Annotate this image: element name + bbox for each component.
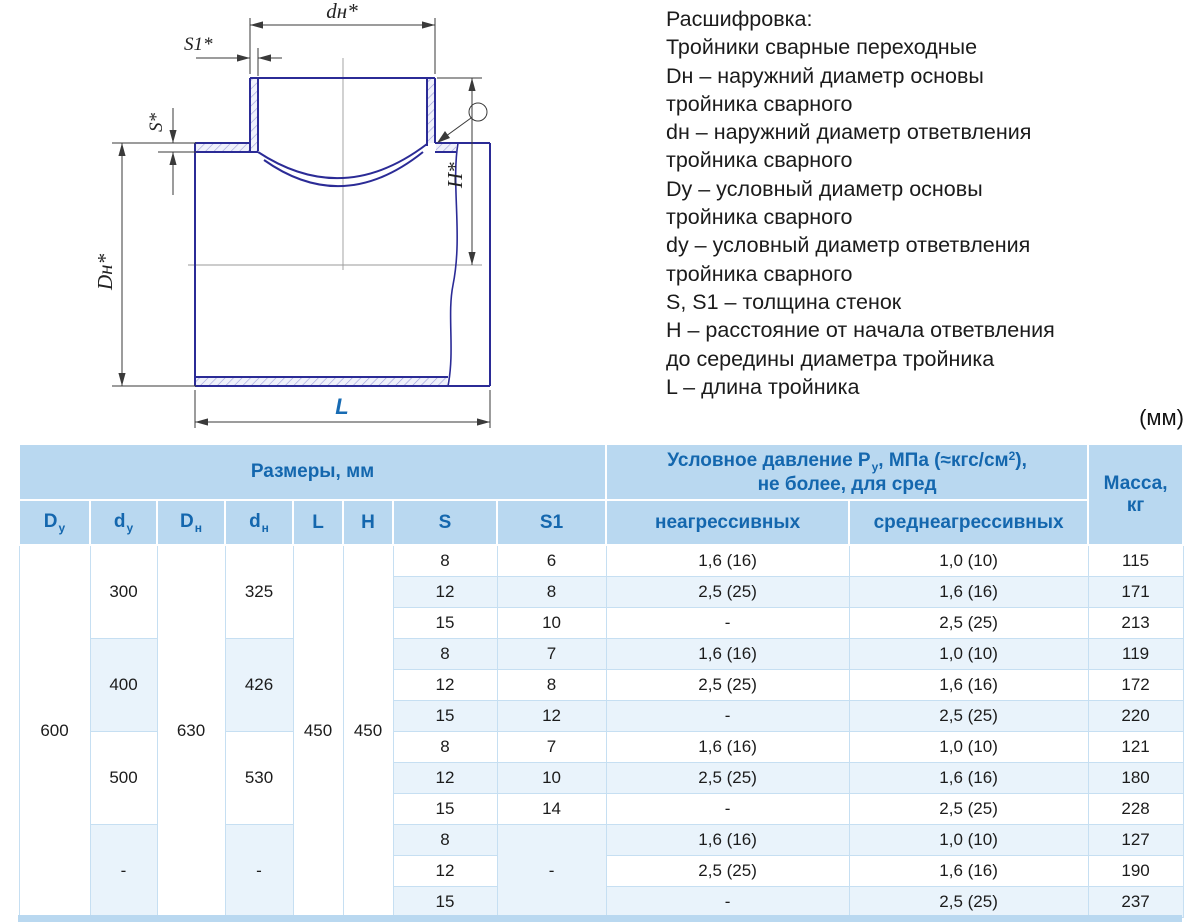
cell-pressure-non: - bbox=[606, 607, 849, 638]
legend-line: L – длина тройника bbox=[666, 374, 860, 399]
cell-Dn-main: 630 bbox=[157, 545, 225, 917]
cell-mass: 119 bbox=[1088, 638, 1183, 669]
cell-mass: 228 bbox=[1088, 793, 1183, 824]
cell-dy-branch: 300 bbox=[90, 545, 157, 638]
cell-L: 450 bbox=[293, 545, 343, 917]
cell-pressure-mid: 1,0 (10) bbox=[849, 824, 1088, 855]
cell-pressure-mid: 1,0 (10) bbox=[849, 731, 1088, 762]
cell-s1: 10 bbox=[497, 762, 606, 793]
cell-pressure-mid: 2,5 (25) bbox=[849, 700, 1088, 731]
cell-dy-branch: - bbox=[90, 824, 157, 917]
cell-s: 12 bbox=[393, 669, 497, 700]
tee-drawing-container bbox=[0, 0, 620, 440]
cell-mass: 213 bbox=[1088, 607, 1183, 638]
cell-s: 12 bbox=[393, 576, 497, 607]
header-col-dy-branch: $d_у$ bbox=[90, 500, 157, 545]
cell-s: 15 bbox=[393, 886, 497, 917]
cell-mass: 190 bbox=[1088, 855, 1183, 886]
legend-line: тройника сварного bbox=[666, 91, 853, 116]
cell-pressure-non: - bbox=[606, 793, 849, 824]
cell-dy-main: 600 bbox=[19, 545, 90, 917]
dimension-label-h: H* bbox=[443, 162, 467, 188]
cell-pressure-non: - bbox=[606, 700, 849, 731]
header-col-dn-branch: $d_н$ bbox=[225, 500, 293, 545]
cell-pressure-non: 1,6 (16) bbox=[606, 638, 849, 669]
cell-mass: 172 bbox=[1088, 669, 1183, 700]
tee-drawing bbox=[0, 0, 620, 440]
cell-s1: 6 bbox=[497, 545, 606, 576]
cell-pressure-mid: 1,6 (16) bbox=[849, 576, 1088, 607]
leader-arrowhead bbox=[437, 131, 450, 143]
cell-mass: 115 bbox=[1088, 545, 1183, 576]
cell-dn-branch: 530 bbox=[225, 731, 293, 824]
dimension-label-s1: S1* bbox=[184, 34, 213, 55]
cell-s: 15 bbox=[393, 607, 497, 638]
table-row bbox=[19, 545, 1183, 576]
cell-dy-branch: 400 bbox=[90, 638, 157, 731]
dimension-label-dn: dн* bbox=[326, 0, 358, 23]
legend-line: Тройники сварные переходные bbox=[666, 35, 978, 60]
cell-pressure-mid: 1,0 (10) bbox=[849, 638, 1088, 669]
legend-line: тройника сварного bbox=[666, 205, 853, 230]
cell-s1: 12 bbox=[497, 700, 606, 731]
header-mass: Масса, кг bbox=[1088, 444, 1183, 545]
legend-line: dy – условный диаметр ответвления bbox=[666, 233, 1031, 258]
cell-pressure-mid: 1,6 (16) bbox=[849, 762, 1088, 793]
cell-pressure-non: 2,5 (25) bbox=[606, 762, 849, 793]
cell-dn-branch: 426 bbox=[225, 638, 293, 731]
legend-line: Dy – условный диаметр основы bbox=[666, 176, 983, 201]
cell-s1: 10 bbox=[497, 607, 606, 638]
cell-s1: 7 bbox=[497, 638, 606, 669]
cell-pressure-non: 1,6 (16) bbox=[606, 731, 849, 762]
cell-mass: 180 bbox=[1088, 762, 1183, 793]
tee-outline bbox=[195, 78, 490, 386]
cell-s: 15 bbox=[393, 793, 497, 824]
header-col-S1: S1 bbox=[497, 500, 606, 545]
cell-s: 15 bbox=[393, 700, 497, 731]
legend-line: до середины диаметра тройника bbox=[666, 346, 995, 371]
cell-mass: 237 bbox=[1088, 886, 1183, 917]
cell-mass: 220 bbox=[1088, 700, 1183, 731]
cell-dy-branch: 500 bbox=[90, 731, 157, 824]
units-note: (мм) bbox=[1139, 405, 1184, 430]
header-col-S: S bbox=[393, 500, 497, 545]
hatched-sections bbox=[196, 79, 456, 385]
cell-dn-branch: 325 bbox=[225, 545, 293, 638]
cell-pressure-non: 1,6 (16) bbox=[606, 545, 849, 576]
cell-s: 8 bbox=[393, 824, 497, 855]
cell-pressure-non: 1,6 (16) bbox=[606, 824, 849, 855]
cell-s1: 7 bbox=[497, 731, 606, 762]
cell-H: 450 bbox=[343, 545, 393, 917]
cell-pressure-mid: 2,5 (25) bbox=[849, 886, 1088, 917]
header-pressure-group: Условное давление $P_у$, МПа $(\approx кгс/см^2)$, не более, для сред bbox=[606, 444, 1088, 500]
cell-mass: 121 bbox=[1088, 731, 1183, 762]
legend-line: тройника сварного bbox=[666, 148, 853, 173]
legend-line: H – расстояние от начала ответвления bbox=[666, 318, 1055, 343]
centerlines bbox=[188, 58, 482, 270]
header-col-non-aggressive: неагрессивных bbox=[606, 500, 849, 545]
cell-s1: 8 bbox=[497, 669, 606, 700]
cell-s: 8 bbox=[393, 731, 497, 762]
header-col-Dn: $D_н$ bbox=[157, 500, 225, 545]
cell-pressure-mid: 2,5 (25) bbox=[849, 793, 1088, 824]
cell-s: 12 bbox=[393, 762, 497, 793]
header-col-dy: $D_у$ bbox=[19, 500, 90, 545]
cell-mass: 171 bbox=[1088, 576, 1183, 607]
legend-line: S, S1 – толщина стенок bbox=[666, 289, 902, 314]
header-col-L: L bbox=[293, 500, 343, 545]
cell-s1: 14 bbox=[497, 793, 606, 824]
cell-mass: 127 bbox=[1088, 824, 1183, 855]
cell-pressure-non: 2,5 (25) bbox=[606, 669, 849, 700]
legend-line: тройника сварного bbox=[666, 261, 853, 286]
cell-pressure-mid: 1,0 (10) bbox=[849, 545, 1088, 576]
cell-pressure-non: 2,5 (25) bbox=[606, 855, 849, 886]
legend-line: Расшифровка: bbox=[666, 7, 813, 31]
cell-s1: - bbox=[497, 824, 606, 917]
cell-pressure-non: - bbox=[606, 886, 849, 917]
dimension-label-s: S* bbox=[146, 113, 167, 132]
legend-line: dн – наружний диаметр ответвления bbox=[666, 120, 1032, 145]
header-sizes-group: Размеры, мм bbox=[19, 444, 606, 500]
cell-dn-branch: - bbox=[225, 824, 293, 917]
cell-s1: 8 bbox=[497, 576, 606, 607]
cell-s: 12 bbox=[393, 855, 497, 886]
header-col-H: H bbox=[343, 500, 393, 545]
spec-table bbox=[18, 443, 1184, 918]
cell-s: 8 bbox=[393, 545, 497, 576]
cell-pressure-mid: 1,6 (16) bbox=[849, 669, 1088, 700]
cell-s: 8 bbox=[393, 638, 497, 669]
cell-pressure-mid: 2,5 (25) bbox=[849, 607, 1088, 638]
legend-line: Dн – наружний диаметр основы bbox=[666, 63, 984, 88]
cell-pressure-mid: 1,6 (16) bbox=[849, 855, 1088, 886]
next-table-header-strip bbox=[18, 915, 1182, 922]
dimension-label-Dn: Dн* bbox=[93, 253, 117, 290]
cell-pressure-non: 2,5 (25) bbox=[606, 576, 849, 607]
dimension-label-l: L bbox=[335, 394, 349, 419]
legend-text bbox=[666, 5, 1196, 401]
header-col-mid-aggressive: среднеагрессивных bbox=[849, 500, 1088, 545]
